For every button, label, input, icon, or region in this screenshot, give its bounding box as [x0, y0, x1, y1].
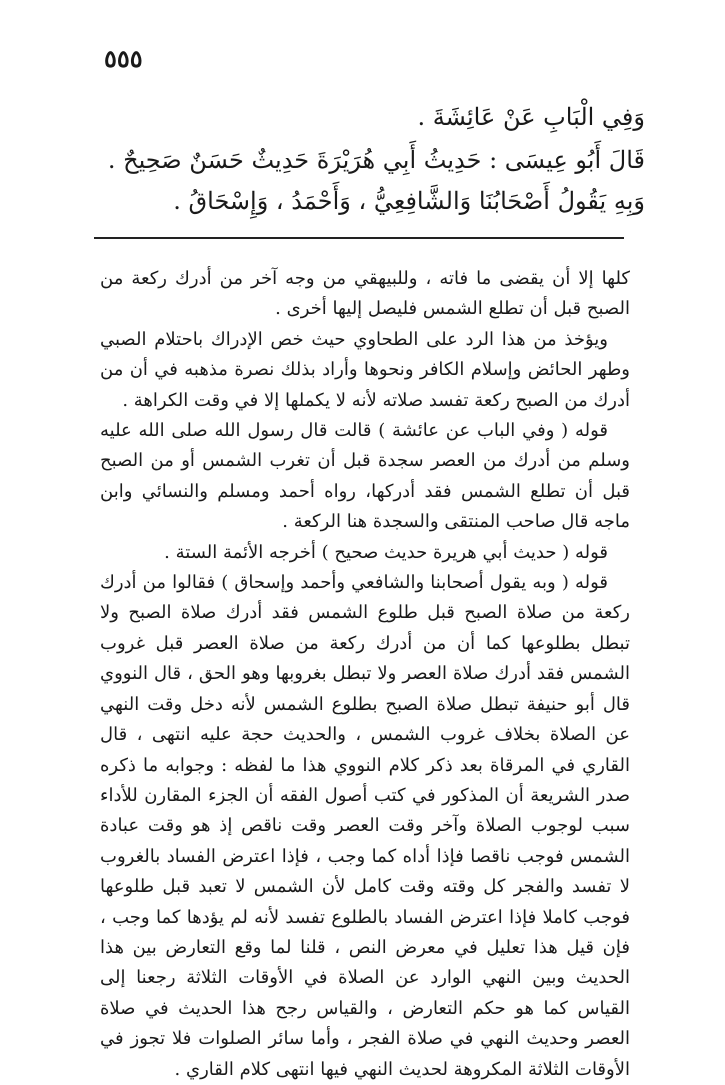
- hadith-line-2: قَالَ أَبُو عِيسَى : حَدِيثُ أَبِي هُرَيْرَةَ حَدِيثٌ حَسَنٌ صَحِيحٌ .: [107, 146, 645, 174]
- separator-rule: [94, 237, 624, 239]
- hadith-line-3: وَبِهِ يَقُولُ أَصْحَابُنَا وَالشَّافِعِيُّ ، وَأَحْمَدُ ، وَإِسْحَاقُ .: [173, 187, 645, 215]
- commentary-paragraph-1: كلها إلا أن يقضى ما فاته ، وللبيهقي من وجه آخر من أدرك ركعة من الصبح قبل أن تطلع الشمس فليصل إليها أخرى .: [100, 268, 630, 320]
- page-number: ٥٥٥: [104, 44, 143, 73]
- hadith-line-1: وَفِي الْبَابِ عَنْ عَائِشَةَ .: [417, 103, 645, 131]
- commentary-paragraph-5: قوله ( وبه يقول أصحابنا والشافعي وأحمد وإسحاق ) فقالوا من أدرك ركعة من صلاة الصبح قبل طلوع الشمس فقد أدرك صلاة الصبح ولا تبطل بطلوعها كما أن من أدرك ركعة من صلاة العصر قبل غروب الشمس فقد أدرك صلاة العصر ولا تبطل بغروبها وهو الحق ، قال النووي قال أبو حنيفة تبطل صلاة الصبح بطلوع الشمس لأنه دخل وقت النهي عن الصلاة بخلاف غروب الشمس ، والحديث حجة عليه انتهى ، قال القاري في المرقاة بعد ذكر كلام النووي هذا ما لفظه : وجوابه ما ذكره صدر الشريعة أن المذكور في كتب أصول الفقه أن الجزء المقارن للأداء سبب لوجوب الصلاة وآخر وقت العصر وقت ناقص إذ هو وقت عبادة الشمس فوجب ناقصا فإذا أداه كما وجب ، فإذا اعترض الفساد بالغروب لا تفسد والفجر كل وقته وقت كامل لأن الشمس لا تعبد قبل طلوعها فوجب كاملا فإذا اعترض الفساد بالطلوع تفسد لأنه لم يؤدها كما وجب ، فإن قيل هذا تعليل في معرض النص ، قلنا لما وقع التعارض بين هذا الحديث وبين النهي الوارد عن الصلاة في الأوقات الثلاثة رجعنا إلى القياس كما هو حكم التعارض ، والقياس رجح هذا الحديث في صلاة العصر وحديث النهي في صلاة الفجر ، وأما سائر الصلوات فلا تجوز في الأوقات الثلاثة المكروهة لحديث النهي فيها انتهى كلام القاري .: [100, 572, 630, 1080]
- commentary-paragraph-2: ويؤخذ من هذا الرد على الطحاوي حيث خص الإدراك باحتلام الصبي وطهر الحائض وإسلام الكافر ونحوها وأراد بذلك نصرة مذهبه في أن من أدرك من الصبح ركعة تفسد صلاته لأنه لا يكملها إلا في وقت الكراهة .: [100, 328, 630, 411]
- commentary-block: [100, 264, 630, 1085]
- commentary-paragraph-3: قوله ( وفي الباب عن عائشة ) قالت قال رسول الله صلى الله عليه وسلم من أدرك من العصر سجدة قبل أن تغرب الشمس أو من الصبح قبل أن تطلع الشمس فقد أدركها، رواه أحمد ومسلم والنسائي وابن ماجه قال صاحب المنتقى والسجدة هنا الركعة .: [100, 420, 630, 533]
- commentary-paragraph-4: قوله ( حديث أبي هريرة حديث صحيح ) أخرجه الأئمة الستة .: [164, 541, 608, 563]
